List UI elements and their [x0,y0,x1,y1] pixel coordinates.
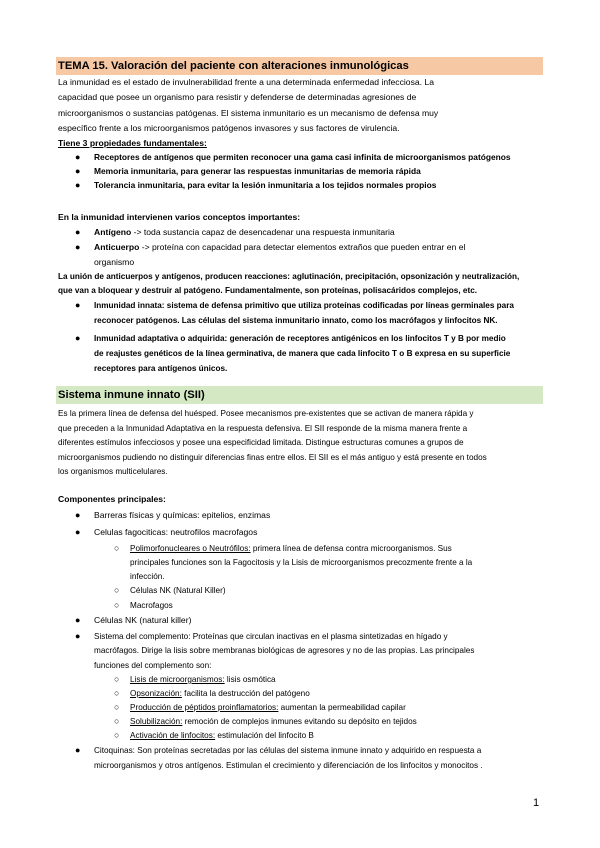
bullet-icon: ● [75,631,81,641]
function-term: Solubilización: [130,717,183,726]
concept-anticuerpo [94,242,465,253]
bullet-icon: ● [75,180,81,190]
complement-function [130,730,314,741]
bullet-icon: ● [75,745,81,755]
union-line: La unión de anticuerpos y antígenos, producen reacciones: aglutinación, precipitación, opsonización y neutralización, [58,272,520,281]
complement-function [130,716,417,727]
neutrofilos-desc-cont: principales funciones son la Fagocitosis y la Lisis de microorganismos precozmente frente a la [130,558,473,567]
section-heading: Sistema inmune innato (SII) [56,386,543,404]
bullet-icon: ● [75,615,81,625]
intro-line: microorganismos o sustancias patógenas. El sistema inmunitario es un mecanismo de defensa muy [58,108,439,118]
concept-desc: -> toda sustancia capaz de desencadenar una respuesta inmunitaria [131,227,395,237]
function-term: Opsonización: [130,689,182,698]
concepts-heading: En la inmunidad intervienen varios conceptos importantes: [58,212,301,222]
complemento-cont: macrófagos. Dirige la lisis sobre membranas biológicas de agresores y no de las propias. Las principales [94,646,475,655]
hollow-bullet-icon: ○ [114,600,120,610]
intro-line: La inmunidad es el estado de invulnerabilidad frente a una determinada enfermedad infecciosa. La [58,77,434,87]
complement-function [130,702,406,713]
complement-function [130,674,276,685]
function-term: Lisis de microorganismos: [130,675,225,684]
bullet-icon: ● [75,242,81,252]
component-neutrofilos [130,543,452,554]
bullet-icon: ● [75,166,81,176]
page-title: TEMA 15. Valoración del paciente con alteraciones inmunológicas [56,57,543,75]
function-term: Producción de péptidos proinflamatorios: [130,703,279,712]
component-complemento: Sistema del complemento: Proteínas que circulan inactivas en el plasma sintetizadas en hígado y [94,632,448,641]
bullet-icon: ● [75,333,81,343]
citoquinas-cont: microorganismos y otros antígenos. Estimulan el crecimiento y diferenciación de los linfocitos y monocitos . [94,761,483,770]
bullet-icon: ● [75,227,81,237]
immunity-innata [94,300,514,311]
component-fagociticas: Celulas fagociticas: neutrofilos macrofagos [94,527,258,537]
page-number: 1 [533,797,540,809]
hollow-bullet-icon: ○ [114,585,120,595]
hollow-bullet-icon: ○ [114,674,120,684]
hollow-bullet-icon: ○ [114,543,120,553]
function-desc: facilita la destrucción del patógeno [181,689,310,698]
immunity-desc-cont: reconocer patógenos. Las células del sistema inmunitario innato, como los macrófagos y linfocitos NK. [94,316,498,325]
immunity-term: Inmunidad innata: [94,301,165,310]
intro-line: capacidad que posee un organismo para resistir y defenderse de determinadas agresiones de [58,92,417,102]
component-citoquinas: Citoquinas: Son proteínas secretadas por las células del sistema inmune innato y adquirido en respuesta a [94,746,482,755]
component-nk: Células NK (natural killer) [94,615,192,625]
property-item: Receptores de antígenos que permiten reconocer una gama casi infinita de microorganismos patógenos [94,152,511,162]
function-term: Activación de linfocitos: [130,731,216,740]
components-heading: Componentes principales: [58,494,166,504]
immunity-desc-cont: receptores para antígenos únicos. [94,364,228,373]
immunity-term: Inmunidad adaptativa o adquirida: [94,334,228,343]
neutrofilos-desc-cont: infección. [130,572,165,581]
function-desc: remoción de complejos inmunes evitando su depósito en tejidos [182,717,417,726]
sii-intro-line: microorganismos pudiendo no distinguir diferencias finas entre ellos. El SII es el más antiguo y está presente en todos [58,453,487,462]
immunity-desc: sistema de defensa primitivo que utiliza proteínas codificadas por líneas germinales para [164,301,514,310]
concept-desc: -> proteína con capacidad para detectar elementos extraños que pueden entrar en el [139,242,466,252]
concept-antigeno [94,227,395,238]
bullet-icon: ● [75,300,81,310]
neutrofilos-desc: primera línea de defensa contra microorganismos. Sus [250,544,452,553]
sii-intro-line: que preceden a la Inmunidad Adaptativa en la respuesta defensiva. El SII responde de la misma manera frente a [58,424,468,433]
hollow-bullet-icon: ○ [114,702,120,712]
property-item: Memoria inmunitaria, para generar las respuestas inmunitarias de memoria rápida [94,166,421,176]
complemento-cont: funciones del complemento son: [94,661,212,670]
properties-heading: Tiene 3 propiedades fundamentales: [58,138,207,148]
immunity-desc: generación de receptores antigénicos en los linfocitos T y B por medio [227,334,506,343]
hollow-bullet-icon: ○ [114,730,120,740]
sii-intro-line: los organismos multicelulares. [58,467,168,476]
bullet-icon: ● [75,510,81,520]
component-barreras: Barreras físicas y químicas: epitelios, enzimas [94,510,271,520]
component-macrofagos: Macrofagos [130,601,173,610]
component-nk-sub: Células NK (Natural Killer) [130,586,226,595]
concept-desc-cont: organismo [94,257,135,267]
concept-term: Anticuerpo [94,242,140,252]
union-line: que van a bloquear y destruir al patógeno. Fundamentalmente, son proteínas, polisacáridos complejos, etc. [58,286,478,295]
hollow-bullet-icon: ○ [114,716,120,726]
sii-intro-line: Es la primera línea de defensa del huésped. Posee mecanismos pre-existentes que se activan de manera rápida y [58,409,474,418]
bullet-icon: ● [75,152,81,162]
complement-function [130,688,310,699]
hollow-bullet-icon: ○ [114,688,120,698]
bullet-icon: ● [75,527,81,537]
intro-line: específico frente a los microorganismos patógenos invasores y sus factores de virulencia. [58,123,400,133]
concept-term: Antígeno [94,227,132,237]
immunity-desc-cont: de reajustes genéticos de la línea germinativa, de manera que cada linfocito T o B expresa en su superficie [94,349,511,358]
property-item: Tolerancia inmunitaria, para evitar la lesión inmunitaria a los tejidos normales propios [94,180,437,190]
function-desc: estimulación del linfocito B [215,731,314,740]
sii-intro-line: diferentes estímulos infecciosos y posee una especificidad limitada. Distingue estructuras comunes a grupos de [58,438,464,447]
immunity-adaptativa [94,333,506,344]
function-desc: lisis osmótica [224,675,276,684]
function-desc: aumentan la permeabilidad capilar [278,703,406,712]
neutrofilos-term: Polimorfonucleares o Neutrófilos: [130,544,251,553]
